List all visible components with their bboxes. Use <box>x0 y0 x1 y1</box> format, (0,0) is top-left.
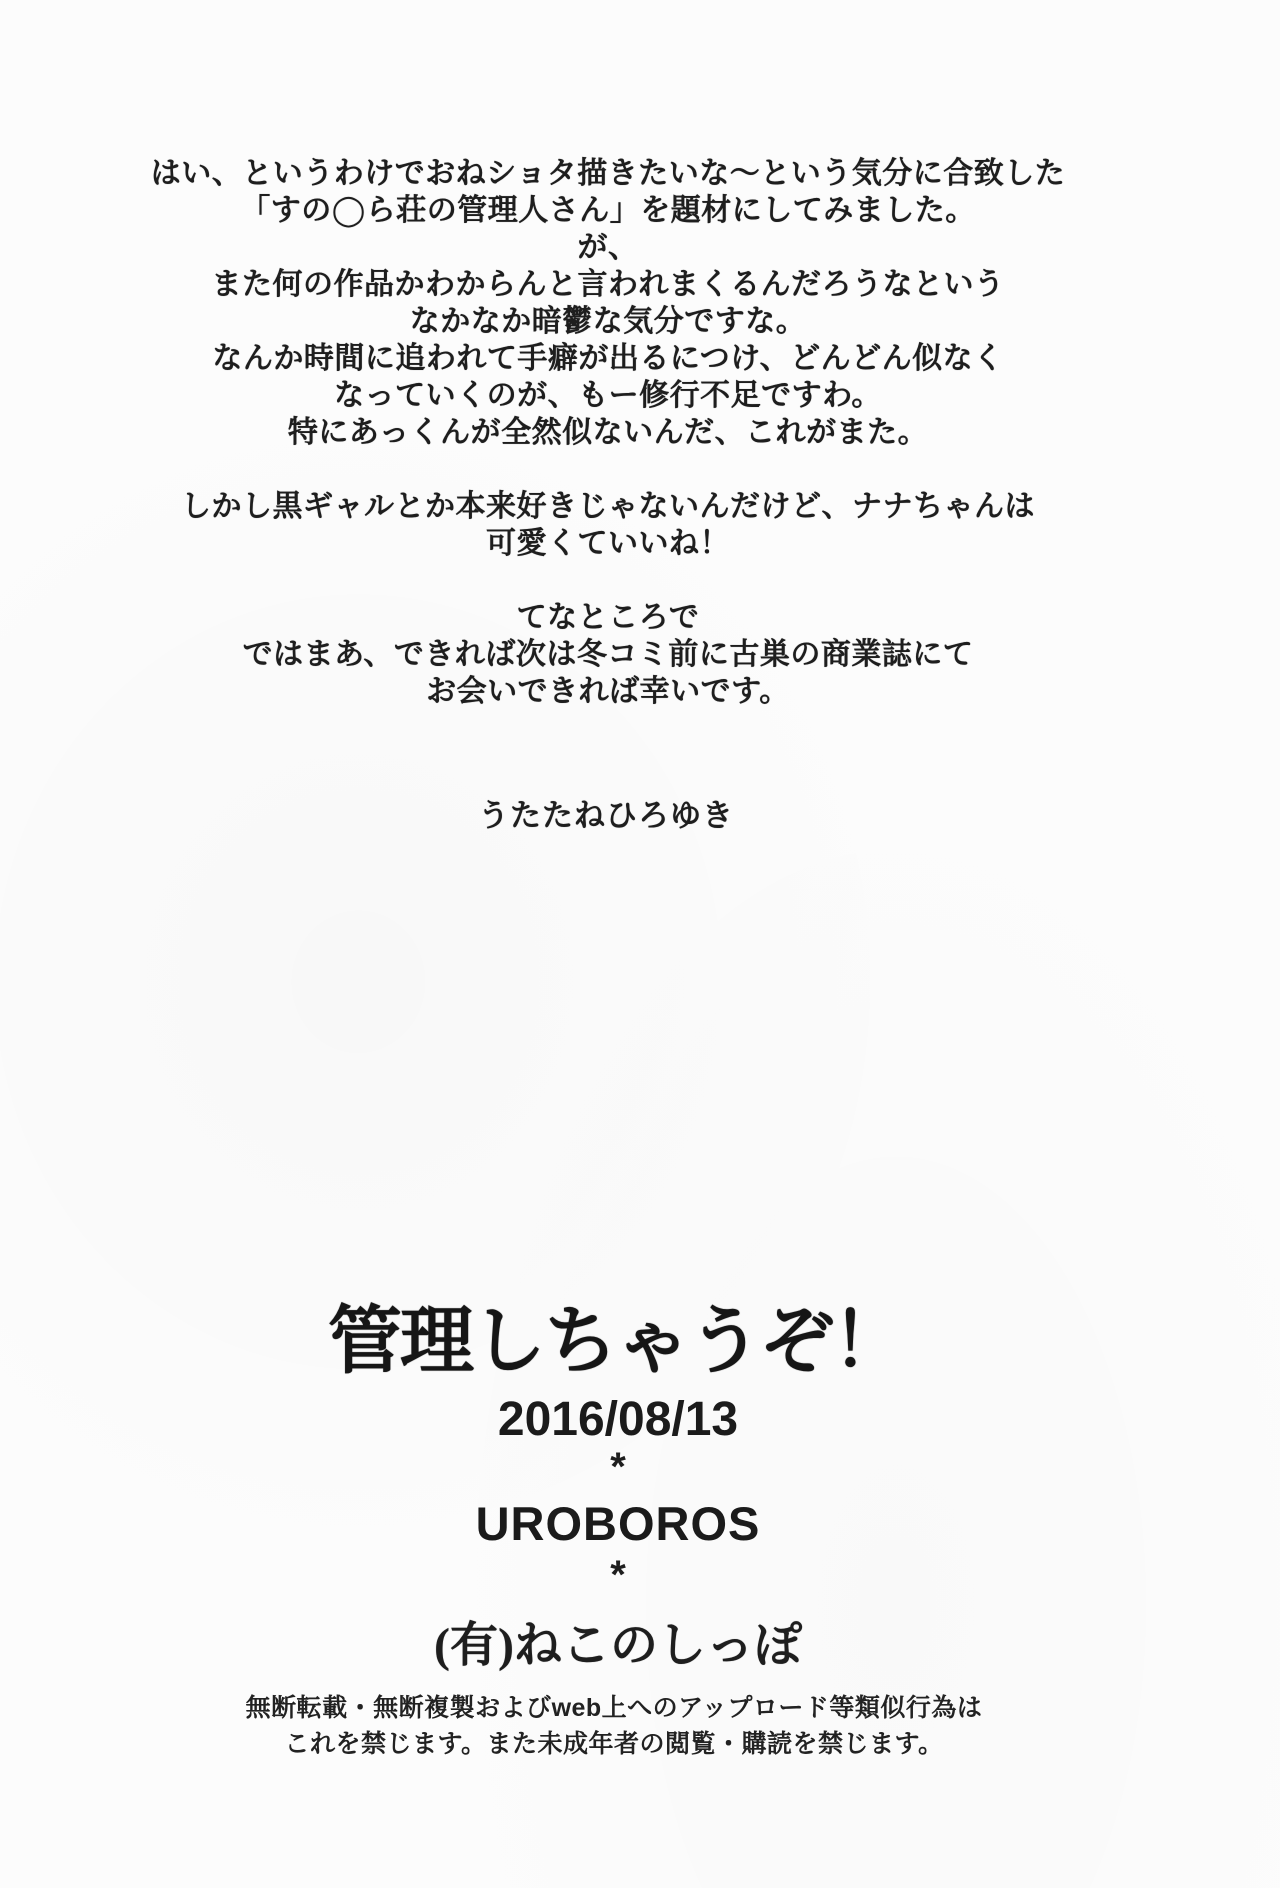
afterword-line: てなところで <box>516 601 700 634</box>
disclaimer-line: これを禁じます。また未成年者の閲覧・購読を禁じます。 <box>284 1730 944 1758</box>
afterword-line: なっていくのが、もー修行不足ですわ。 <box>334 379 882 412</box>
afterword-line: なんか時間に追われて手癖が出るにつけ、どんどん似なく <box>212 342 1004 375</box>
blank-line <box>0 451 1248 488</box>
afterword-line: 可愛くていいね！ <box>486 527 730 560</box>
publisher-name: (有)ねこのしっぽ <box>434 1619 802 1672</box>
blank-line <box>0 562 1248 599</box>
afterword-line: しかし黒ギャルとか本来好きじゃないんだけど、ナナちゃんは <box>181 490 1035 523</box>
afterword-line: はい、というわけでおねショタ描きたいな〜という気分に合致した <box>150 157 1066 190</box>
doujin-title: 管理しちゃうぞ！ <box>328 1301 904 1383</box>
afterword-text <box>0 155 1248 710</box>
afterword-line: が、 <box>577 231 639 264</box>
separator-asterisk: * <box>610 1445 626 1489</box>
afterword-line: なかなか暗鬱な気分ですな。 <box>409 305 807 338</box>
separator-asterisk: * <box>610 1553 626 1597</box>
afterword-line: 「すの◯ら荘の管理人さん」を題材にしてみました。 <box>240 194 976 227</box>
afterword-line: また何の作品かわからんと言われまくるんだろうなという <box>211 268 1005 301</box>
afterword-line: 特にあっくんが全然似ないんだ、これがまた。 <box>287 416 929 449</box>
afterword-line: お会いできれば幸いです。 <box>426 675 790 708</box>
author-signature: うたたねひろゆき <box>478 798 734 833</box>
release-date: 2016/08/13 <box>497 1393 739 1446</box>
afterword-line: ではまあ、できれば次は冬コミ前に古巣の商業誌にて <box>242 638 974 671</box>
disclaimer-line: 無断転載・無断複製およびweb上へのアップロード等類似行為は <box>245 1694 983 1722</box>
circle-name: UROBOROS <box>475 1497 761 1550</box>
disclaimer-text <box>0 1690 1254 1762</box>
